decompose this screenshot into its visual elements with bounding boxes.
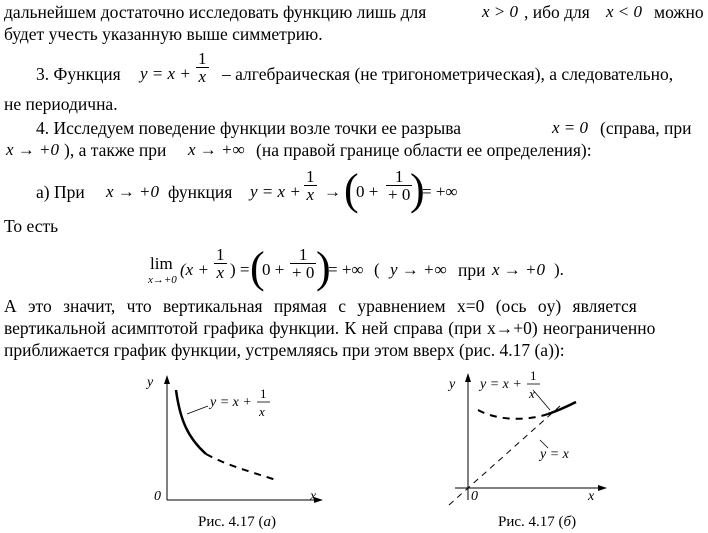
case-a-inner-fraction: $\frac{1}{+ 0}$ [388,167,411,204]
fig-a-y-label: y [147,375,154,390]
fig-b-curve-dashed [478,410,548,419]
note-pri: при [458,260,486,280]
figure-b-caption: Рис. 4.17 (б) [498,514,577,530]
p3-lead: 3. Функция [36,64,121,84]
lim-zero-plus: 0 + [262,260,285,279]
p4-lead: 4. Исследуем поведение функции возле точки ее разрыва [36,118,462,138]
lim-word: lim [150,254,173,273]
lim-x-plus: (x + [180,260,209,279]
lim-subscript: x→+0 [148,274,177,286]
fig-b-label-pointer [533,390,550,410]
lim-close-eq: ) = [230,260,250,279]
note-y-to-pinf: y → +∞ [390,260,447,279]
fig-a-curve-dashed [206,454,276,480]
fig-a-label-num: 1 [260,386,267,401]
note-open: ( [374,260,380,279]
case-a-func: функция [168,182,233,202]
case-a-close-paren: ) [410,165,425,214]
p4-x-to-pinf: x → +∞ [188,140,245,159]
p3-fraction: $\frac{1}{x}$ [198,49,207,86]
conclusion-line-2: вертикальной асимптотой графика функции. К ней справа (при x→+0) неограниченно [4,318,656,338]
fig-a-label-den: x [259,404,265,419]
p3-formula-left: y = x + [140,64,191,83]
p4-x-to-p0: x → +0 [6,140,60,159]
case-a-fraction: $\frac{1}{x}$ [306,167,315,204]
line1-part-c: можно [654,2,704,22]
fig-b-x-arrow [598,485,607,491]
fig-b-asymptote-label: y = x [540,447,569,462]
line1-part-a: дальнейшем достаточно исследовать функцию лишь для [4,2,427,22]
fig-b-label-num: 1 [530,368,537,383]
p3-rest: – алгебраическая (не тригонометрическая), а следовательно, [222,64,674,84]
fig-b-origin: 0 [471,489,478,504]
p4-end: (на правой границе области ее определения): [256,140,592,160]
lim-result: = +∞ [328,260,364,279]
condition-x-gt-0: x > 0 [482,2,519,21]
note-close: ). [554,260,564,279]
fig-b-y-label: y [449,377,456,392]
figure-a-caption: Рис. 4.17 (а) [198,514,277,530]
lim-inner-fraction: $\frac{1}{+ 0}$ [292,245,315,282]
fig-b-curve-label: y = x + [480,377,522,392]
case-a-result: = +∞ [422,182,458,201]
case-a-lead: а) При [36,182,85,202]
fig-b-x-label: x [588,489,595,504]
note-x-to-p0: x → +0 [492,260,546,279]
lim-fraction: $\frac{1}{x}$ [216,245,225,282]
to-est-line: То есть [4,216,59,236]
figure-b [447,368,607,505]
p4-x-eq-0: x = 0 [552,118,589,137]
p4-mid: ), а также при [64,140,167,160]
paragraph-3-end: не периодична. [4,94,118,114]
conclusion-line-3: приближается график функции, устремляясь при этом вверх (рис. 4.17 (а)): [4,340,565,360]
fig-b-curve-solid [548,402,576,414]
fig-a-label-pointer [187,406,208,414]
fig-a-curve-label: y = x + [210,395,252,410]
fig-a-x-label: x [310,489,317,504]
fig-a-y-arrow [164,375,170,384]
fig-b-y-arrow [465,373,471,382]
p4-right: (справа, при [600,118,692,138]
fig-a-curve-solid [176,390,206,454]
case-a-zero-plus: 0 + [356,182,379,201]
line1-part-b: , ибо для [524,2,590,22]
lim-close-paren: ) [316,243,331,292]
conclusion-line-1: А это значит, что вертикальная прямая с уравнением x=0 (ось oy) является [4,296,637,316]
case-a-arrow: → [324,182,341,201]
fig-a-origin: 0 [154,489,161,504]
fig-b-label-den: x [529,386,535,401]
lim-open-paren: ( [250,243,265,292]
case-a-condition: x → +0 [106,182,160,201]
case-a-open-paren: ( [344,165,359,214]
condition-x-lt-0: x < 0 [606,2,643,21]
text-line-2: будет учесть указанную выше симметрию. [4,24,323,44]
figure-a [145,375,323,504]
case-a-formula: y = x + [250,182,301,201]
